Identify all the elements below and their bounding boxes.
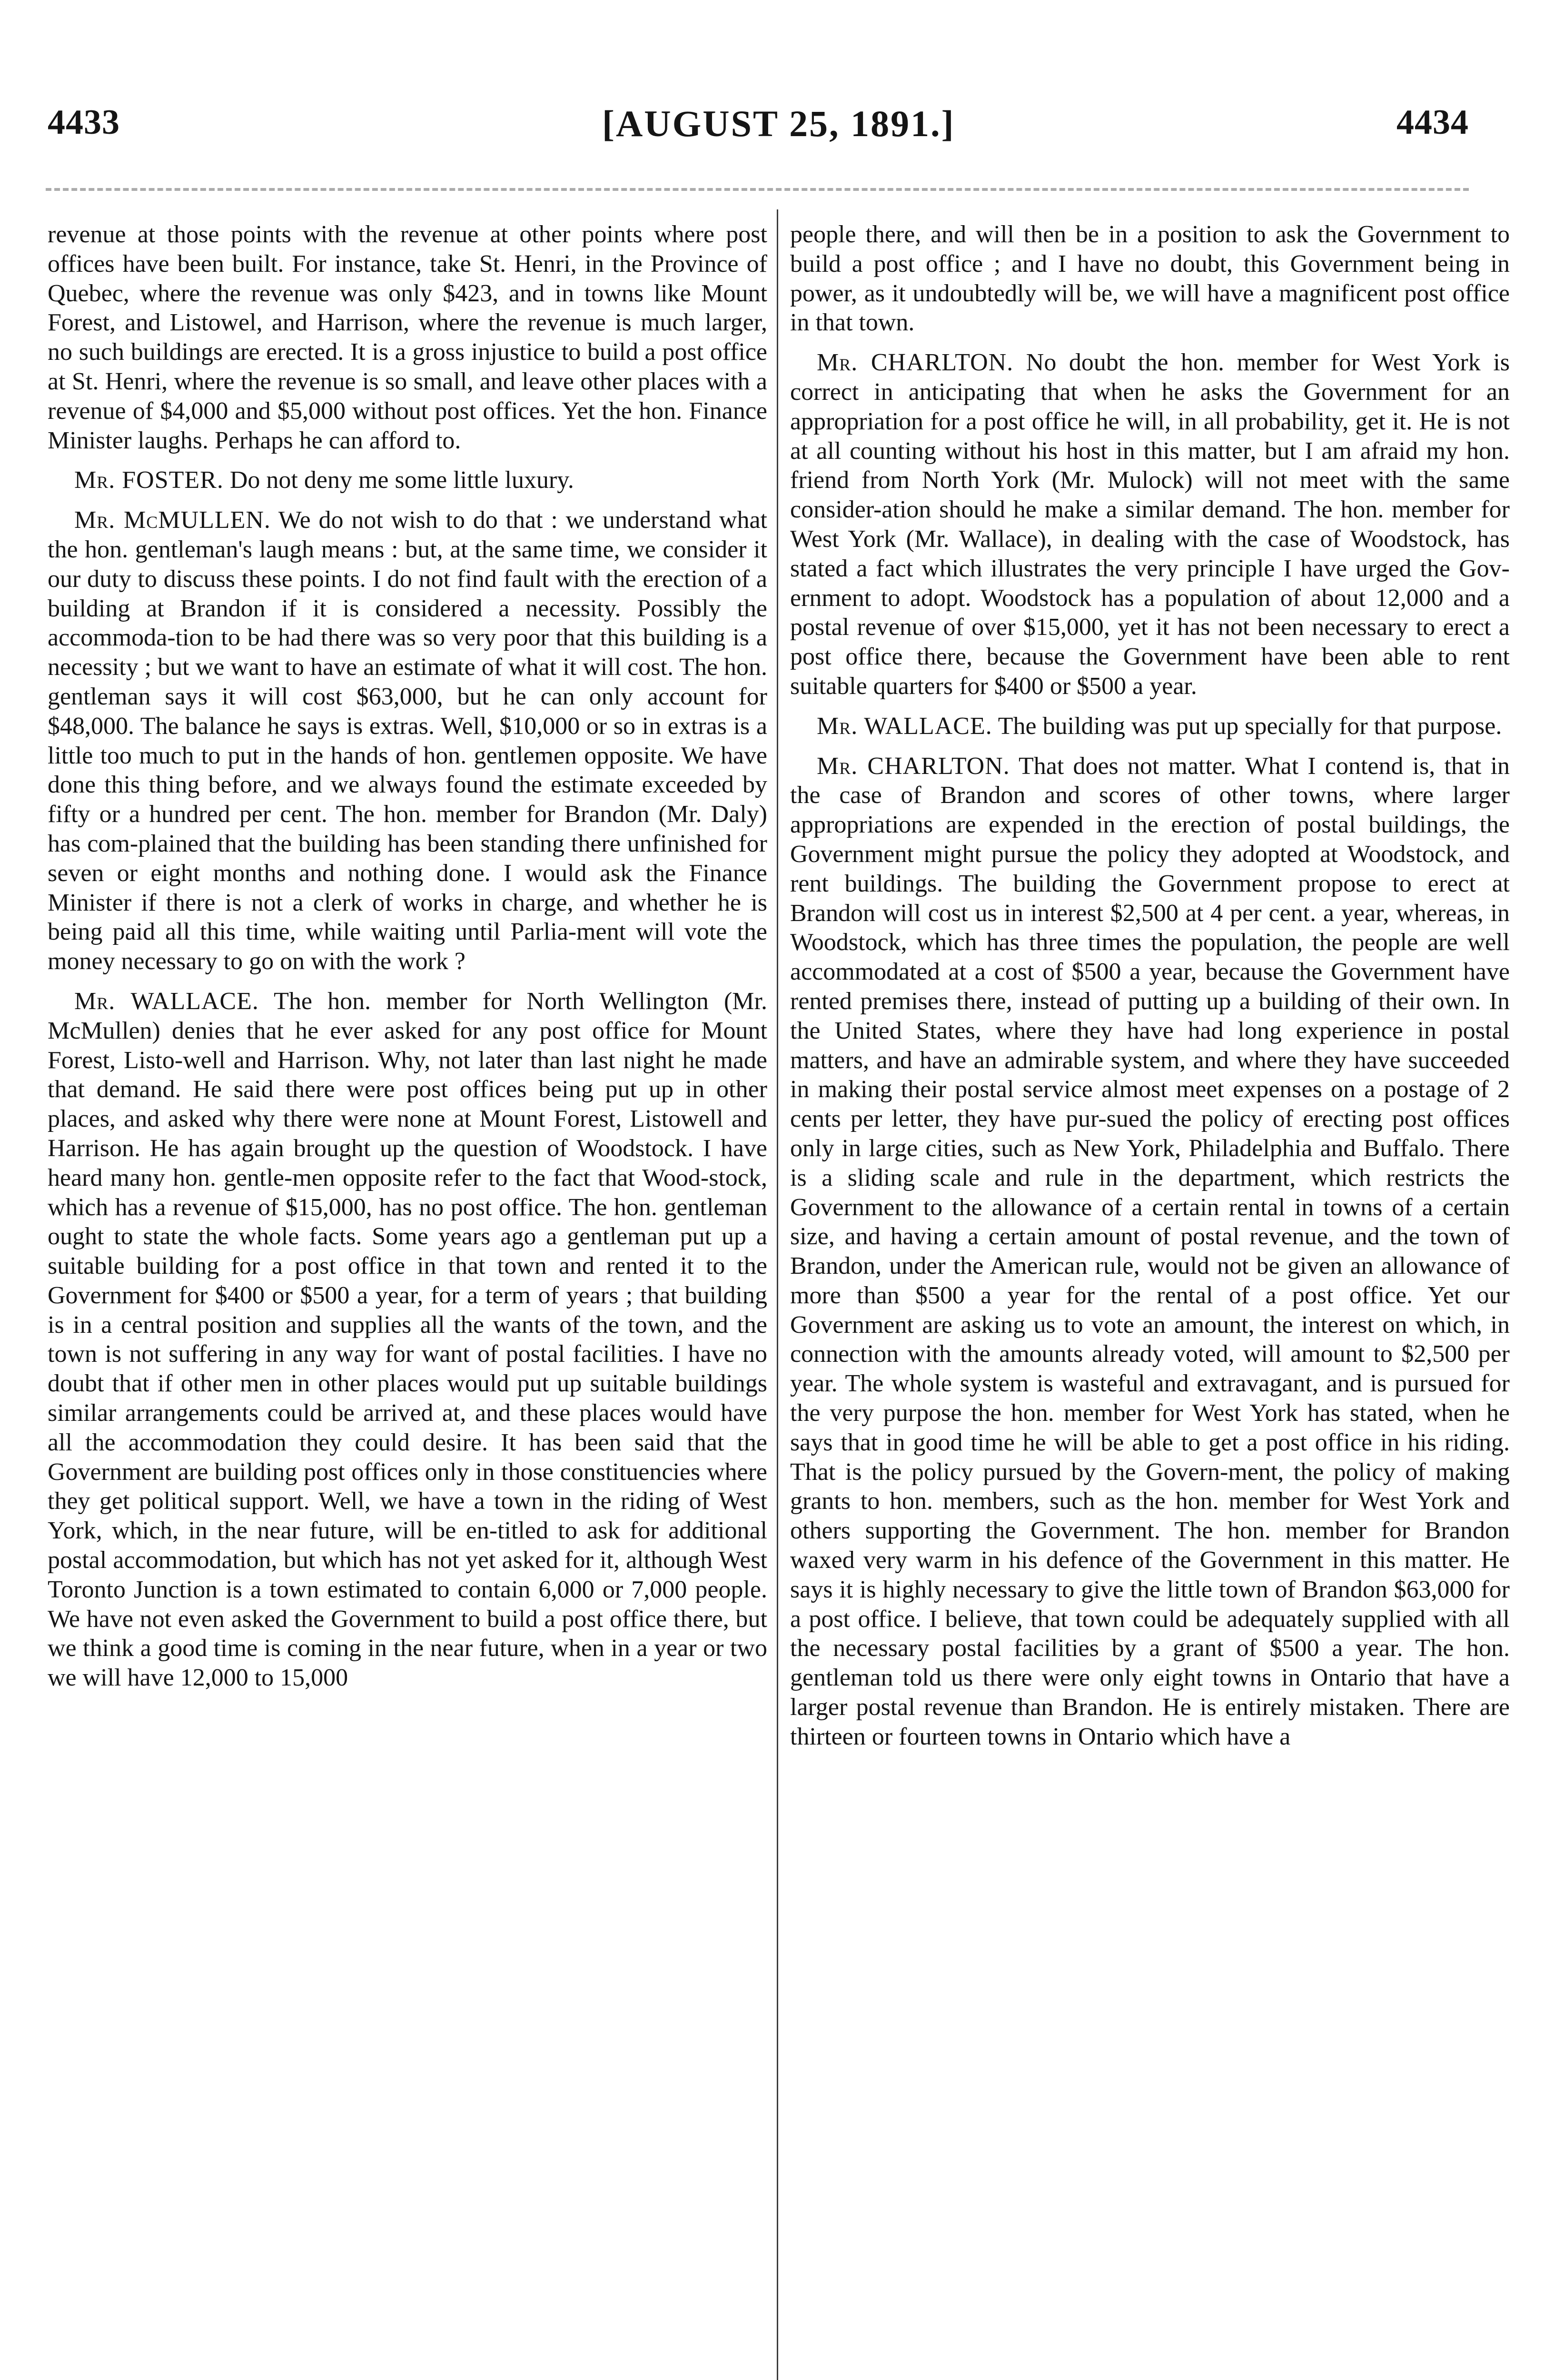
speaker-name: Mr. FOSTER. <box>74 466 224 494</box>
speaker-name: Mr. McMULLEN. <box>74 506 271 534</box>
paragraph <box>790 220 1510 337</box>
paragraph-text: No doubt the hon. member for West York is correct in anticipating that when he asks the Government for an appropriation for a post office he will, in all probability, get it. He is not at all counting without his host in this matter, but I am afraid my hon. friend from North York (Mr. Mulock) will not meet with the same consider-ation should he make a similar demand. The hon. member for West York (Mr. Wallace), in dealing with the case of Woodstock, has stated a fact which illustrates the very principle I have urged the Gov-ernment to adopt. Woodstock has a population of about 12,000 and a postal revenue of over $15,000, yet it has not been necessary to erect a post office there, because the Government have been able to rent suitable quarters for $400 or $500 a year. <box>790 349 1510 700</box>
speaker-name: Mr. WALLACE. <box>74 987 259 1015</box>
paragraph-text: We do not wish to do that : we understand what the hon. gentleman's laugh means : but, at the same time, we consider it our duty to discuss these points. I do not find fault with the erection of a building at Brandon if it is considered a necessity. Possibly the accommoda-tion to be had there was so very poor that this building is a necessity ; but we want to have an estimate of what it will cost. The hon. gentleman says it will cost $63,000, but he can only account for $48,000. The balance he says is extras. Well, $10,000 or so in extras is a little too much to put in the hands of hon. gentlemen opposite. We have done this thing before, and we always found the estimate exceeded by fifty or a hundred per cent. The hon. member for Brandon (Mr. Daly) has com-plained that the building has been standing there unfinished for seven or eight months and nothing done. I would ask the Finance Minister if there is not a clerk of works in charge, and whether he is being paid all this time, while waiting until Parlia-ment will vote the money necessary to go on with the work ? <box>48 506 767 975</box>
paragraph <box>48 220 767 455</box>
paragraph <box>48 987 767 1693</box>
paragraph-text: Do not deny me some little luxury. <box>229 466 574 494</box>
paragraph <box>790 348 1510 701</box>
header-rule <box>46 188 1469 191</box>
speaker-name: Mr. CHARLTON. <box>817 349 1014 377</box>
paragraph <box>48 466 767 495</box>
paragraph-text: people there, and will then be in a position to ask the Government to build a post office ; and I have no doubt, this Government being in power, as it undoubtedly will be, we will have a magnificent post office in that town. <box>790 221 1510 337</box>
page-header <box>0 102 1564 155</box>
speaker-name: Mr. WALLACE. <box>817 712 992 740</box>
paragraph-text: That does not matter. What I contend is, that in the case of Brandon and scores of other towns, where larger appropriations are expended in the erection of postal buildings, the Government might pursue the policy they adopted at Woodstock, and rent buildings. The building the Government propose to erect at Brandon will cost us in interest $2,500 at 4 per cent. a year, whereas, in Woodstock, which has three times the population, the people are well accommodated at a cost of $500 a year, because the Government have rented premises there, instead of putting up a building of their own. In the United States, where they have had long experience in postal matters, and have an admirable system, and where they have succeeded in making their postal service almost meet expenses on a postage of 2 cents per letter, they have pur-sued the policy of erecting post offices only in large cities, such as New York, Philadelphia and Buffalo. There is a sliding scale and rule in the department, which restricts the Government to the allowance of a certain rental in towns of a certain size, and having a certain amount of postal revenue, and the town of Brandon, under the American rule, would not be given an allowance of more than $500 a year for the rental of a post office. Yet our Government are asking us to vote an amount, the interest on which, in connection with the amounts already voted, will amount to $2,500 per year. The whole system is wasteful and extravagant, and is pursued for the very purpose the hon. member for West York has stated, when he says that in good time he will be able to get a post office in his riding. That is the policy pursued by the Govern-ment, the policy of making grants to hon. members, such as the hon. member for West York and others supporting the Government. The hon. member for Brandon waxed very warm in his defence of the Government in this matter. He says it is highly necessary to give the little town of Brandon $63,000 for a post office. I believe, that town could be adequately supplied with all the necessary postal facilities by a grant of $500 a year. The hon. gentleman told us there were only eight towns in Ontario that have a larger postal revenue than Brandon. He is entirely mistaken. There are thirteen or fourteen towns in Ontario which have a <box>790 752 1510 1750</box>
speaker-name: Mr. CHARLTON. <box>817 752 1010 780</box>
page-date: [AUGUST 25, 1891.] <box>602 103 955 144</box>
paragraph <box>790 712 1510 741</box>
left-column <box>48 220 767 2380</box>
right-column <box>790 220 1510 2380</box>
paragraph-text: The hon. member for North Wellington (Mr. McMullen) denies that he ever asked for any post office for Mount Forest, Listo-well and Harrison. Why, not later than last night he made that demand. He said there were post offices being put up in other places, and asked why there were none at Mount Forest, Listowell and Harrison. He has again brought up the question of Woodstock. I have heard many hon. gentle-men opposite refer to the fact that Wood-stock, which has a revenue of $15,000, has no post office. The hon. gentleman ought to state the whole facts. Some years ago a gentleman put up a suitable building for a post office in that town and rented it to the Government for $400 or $500 a year, for a term of years ; that building is in a central position and supplies all the wants of the town, and the town is not suffering in any way for want of postal facilities. I have no doubt that if other men in other places would put up suitable buildings similar arrangements could be arrived at, and these places would have all the accommodation they could desire. It has been said that the Government are building post offices only in those constituencies where they get political support. Well, we have a town in the riding of West York, which, in the near future, will be en-titled to ask for additional postal accommodation, but which has not yet asked for it, although West Toronto Junction is a town estimated to contain 6,000 or 7,000 people. We have not even asked the Government to build a post office there, but we think a good time is coming in the near future, when in a year or two we will have 12,000 to 15,000 <box>48 987 767 1692</box>
left-page-number: 4433 <box>48 103 120 142</box>
paragraph-text: revenue at those points with the revenue at other points where post offices have been built. For instance, take St. Henri, in the Province of Quebec, where the revenue was only $423, and in towns like Mount Forest, and Listowel, and Harrison, where the revenue is much larger, no such buildings are erected. It is a gross injustice to build a post office at St. Henri, where the revenue is so small, and leave other places with a revenue of $4,000 and $5,000 without post offices. Yet the hon. Finance Minister laughs. Perhaps he can afford to. <box>48 221 767 454</box>
paragraph <box>790 752 1510 1752</box>
paragraph <box>48 506 767 976</box>
column-divider <box>777 209 778 2380</box>
paragraph-text: The building was put up specially for that purpose. <box>998 712 1502 740</box>
right-page-number: 4434 <box>1396 103 1469 142</box>
